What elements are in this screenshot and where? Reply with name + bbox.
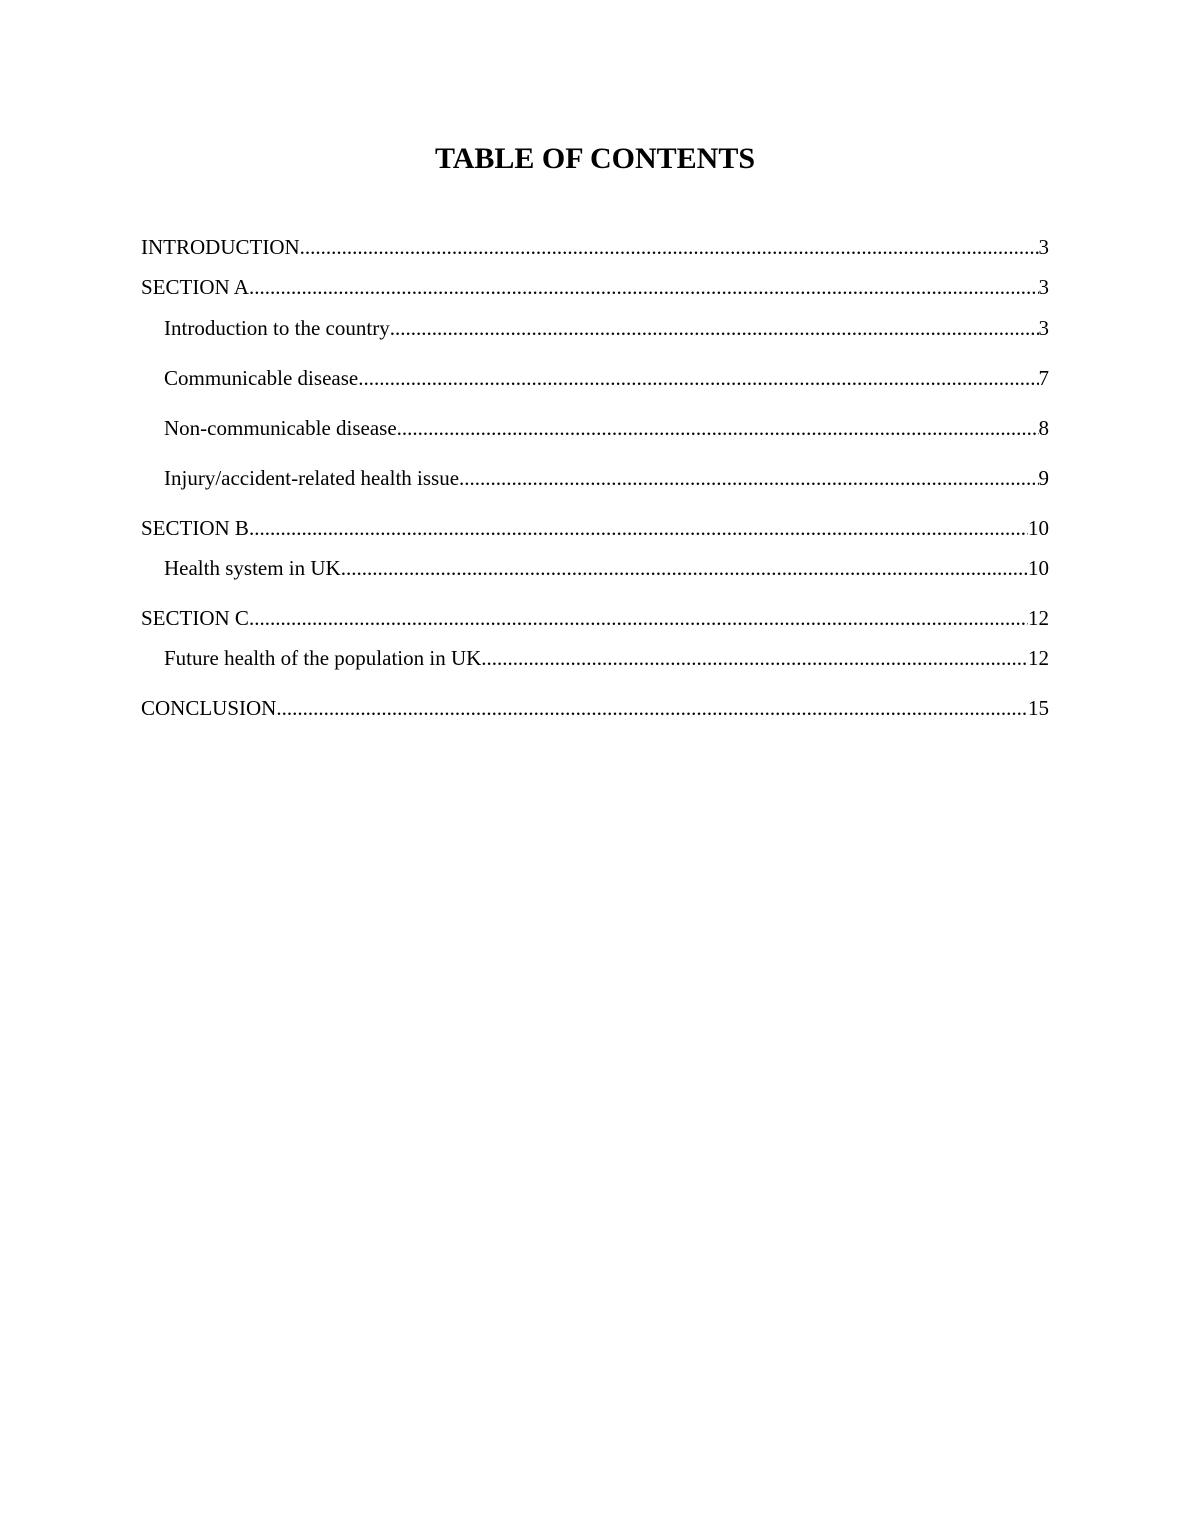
toc-entry-page: 12 bbox=[1028, 606, 1049, 630]
toc-entry-label: Non-communicable disease bbox=[164, 416, 397, 440]
page-title: TABLE OF CONTENTS bbox=[434, 142, 756, 175]
toc-entry-conclusion[interactable] bbox=[141, 695, 1049, 721]
toc-entry-label: Future health of the population in UK bbox=[164, 646, 482, 670]
toc-entry-label: Injury/accident-related health issue bbox=[164, 466, 460, 490]
toc-entry-label: INTRODUCTION bbox=[141, 235, 300, 259]
toc-entry-label: CONCLUSION bbox=[141, 696, 277, 720]
toc-entry-communicable-disease[interactable] bbox=[141, 365, 1049, 391]
toc-entry-label: SECTION B bbox=[141, 516, 249, 540]
toc-entry-section-c[interactable] bbox=[141, 605, 1049, 631]
toc-entry-future-health-of-the-population-in-uk[interactable] bbox=[141, 645, 1049, 671]
toc-entry-injury-accident-related-health-issue[interactable] bbox=[141, 465, 1049, 491]
dot-leader bbox=[249, 274, 1039, 300]
toc-entry-section-a[interactable] bbox=[141, 274, 1049, 300]
toc-entry-page: 3 bbox=[1038, 235, 1049, 259]
toc-entry-page: 3 bbox=[1038, 275, 1049, 299]
toc-entry-label: Introduction to the country bbox=[164, 316, 390, 340]
toc-entry-label: Health system in UK bbox=[164, 556, 341, 580]
toc-entry-introduction-to-the-country[interactable] bbox=[141, 315, 1049, 341]
dot-leader bbox=[249, 605, 1028, 631]
dot-leader bbox=[358, 365, 1038, 391]
toc-entry-section-b[interactable] bbox=[141, 515, 1049, 541]
toc-entry-page: 7 bbox=[1038, 366, 1049, 390]
toc-entry-non-communicable-disease[interactable] bbox=[141, 415, 1049, 441]
toc-list bbox=[141, 230, 1049, 721]
toc-entry-health-system-in-uk[interactable] bbox=[141, 555, 1049, 581]
dot-leader bbox=[390, 315, 1039, 341]
toc-entry-page: 10 bbox=[1028, 516, 1049, 540]
dot-leader bbox=[341, 555, 1028, 581]
toc-entry-introduction[interactable] bbox=[141, 234, 1049, 260]
dot-leader bbox=[276, 695, 1028, 721]
dot-leader bbox=[300, 234, 1039, 260]
dot-leader bbox=[459, 465, 1038, 491]
toc-entry-page: 10 bbox=[1028, 556, 1049, 580]
toc-entry-label: SECTION C bbox=[141, 606, 249, 630]
toc-entry-page: 12 bbox=[1028, 646, 1049, 670]
toc-entry-page: 8 bbox=[1038, 416, 1049, 440]
dot-leader bbox=[481, 645, 1028, 671]
toc-entry-page: 15 bbox=[1028, 696, 1049, 720]
dot-leader bbox=[249, 515, 1028, 541]
toc-entry-page: 3 bbox=[1038, 316, 1049, 340]
toc-entry-label: SECTION A bbox=[141, 275, 249, 299]
toc-entry-page: 9 bbox=[1038, 466, 1049, 490]
toc-entry-label: Communicable disease bbox=[164, 366, 359, 390]
dot-leader bbox=[397, 415, 1039, 441]
